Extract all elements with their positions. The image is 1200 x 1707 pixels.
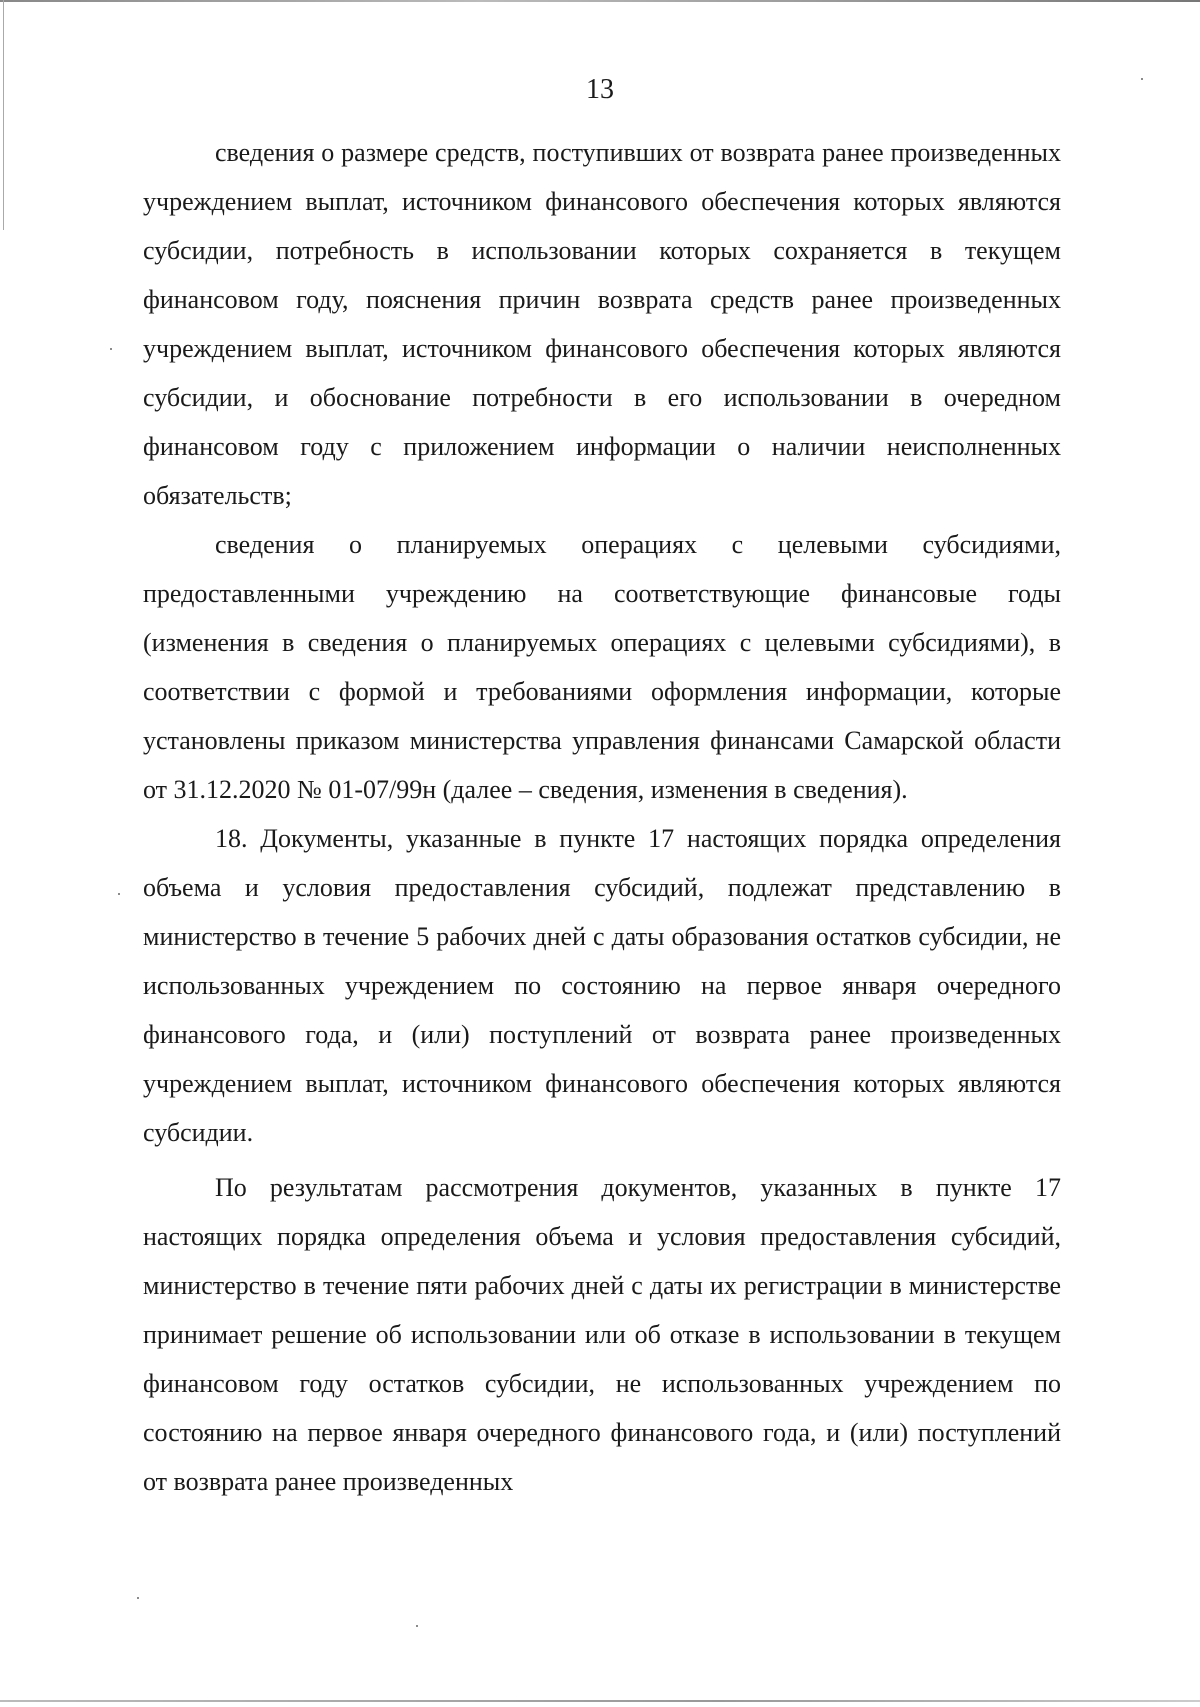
scan-edge-left [3, 0, 4, 230]
scan-speck [416, 1625, 418, 1627]
scan-edge-top [0, 0, 1200, 2]
paragraph: сведения о планируемых операциях с целевыми субсидиями, предоставленными учреждению на соответствующие финансовые годы (изменения в сведения о планируемых операциях с целевыми субсидиями), в соответствии с формой и требованиями оформления информации, которые установлены приказом министерства управления финансами Самарской области от 31.12.2020 № 01-07/99н (далее – сведения, изменения в сведения). [143, 530, 1061, 804]
paragraph: 18. Документы, указанные в пункте 17 настоящих порядка определения объема и условия предоставления субсидий, подлежат представлению в министерство в течение 5 рабочих дней с даты образования остатков субсидии, не использованных учреждением по состоянию на первое января очередного финансового года, и (или) поступлений от возврата ранее произведенных учреждением выплат, источником финансового обеспечения которых являются субсидии. [143, 824, 1061, 1147]
document-body [143, 128, 1061, 1506]
scan-speck [110, 348, 112, 350]
scan-edge-bottom [0, 1700, 1200, 1702]
paragraph: сведения о размере средств, поступивших от возврата ранее произведенных учреждением выплат, источником финансового обеспечения которых являются субсидии, потребность в использовании которых сохраняется в текущем финансовом году, пояснения причин возврата средств ранее произведенных учреждением выплат, источником финансового обеспечения которых являются субсидии, и обоснование потребности в его использовании в очередном финансовом году с приложением информации о наличии неисполненных обязательств; [143, 138, 1061, 510]
page-number: 13 [586, 74, 614, 105]
paragraph: По результатам рассмотрения документов, указанных в пункте 17 настоящих порядка определения объема и условия предоставления субсидий, министерство в течение пяти рабочих дней с даты их регистрации в министерстве принимает решение об использовании или об отказе в использовании в текущем финансовом году остатков субсидии, не использованных учреждением по состоянию на первое января очередного финансового года, и (или) поступлений от возврата ранее произведенных [143, 1173, 1061, 1496]
scan-speck [118, 893, 120, 895]
scan-speck [137, 1597, 139, 1599]
